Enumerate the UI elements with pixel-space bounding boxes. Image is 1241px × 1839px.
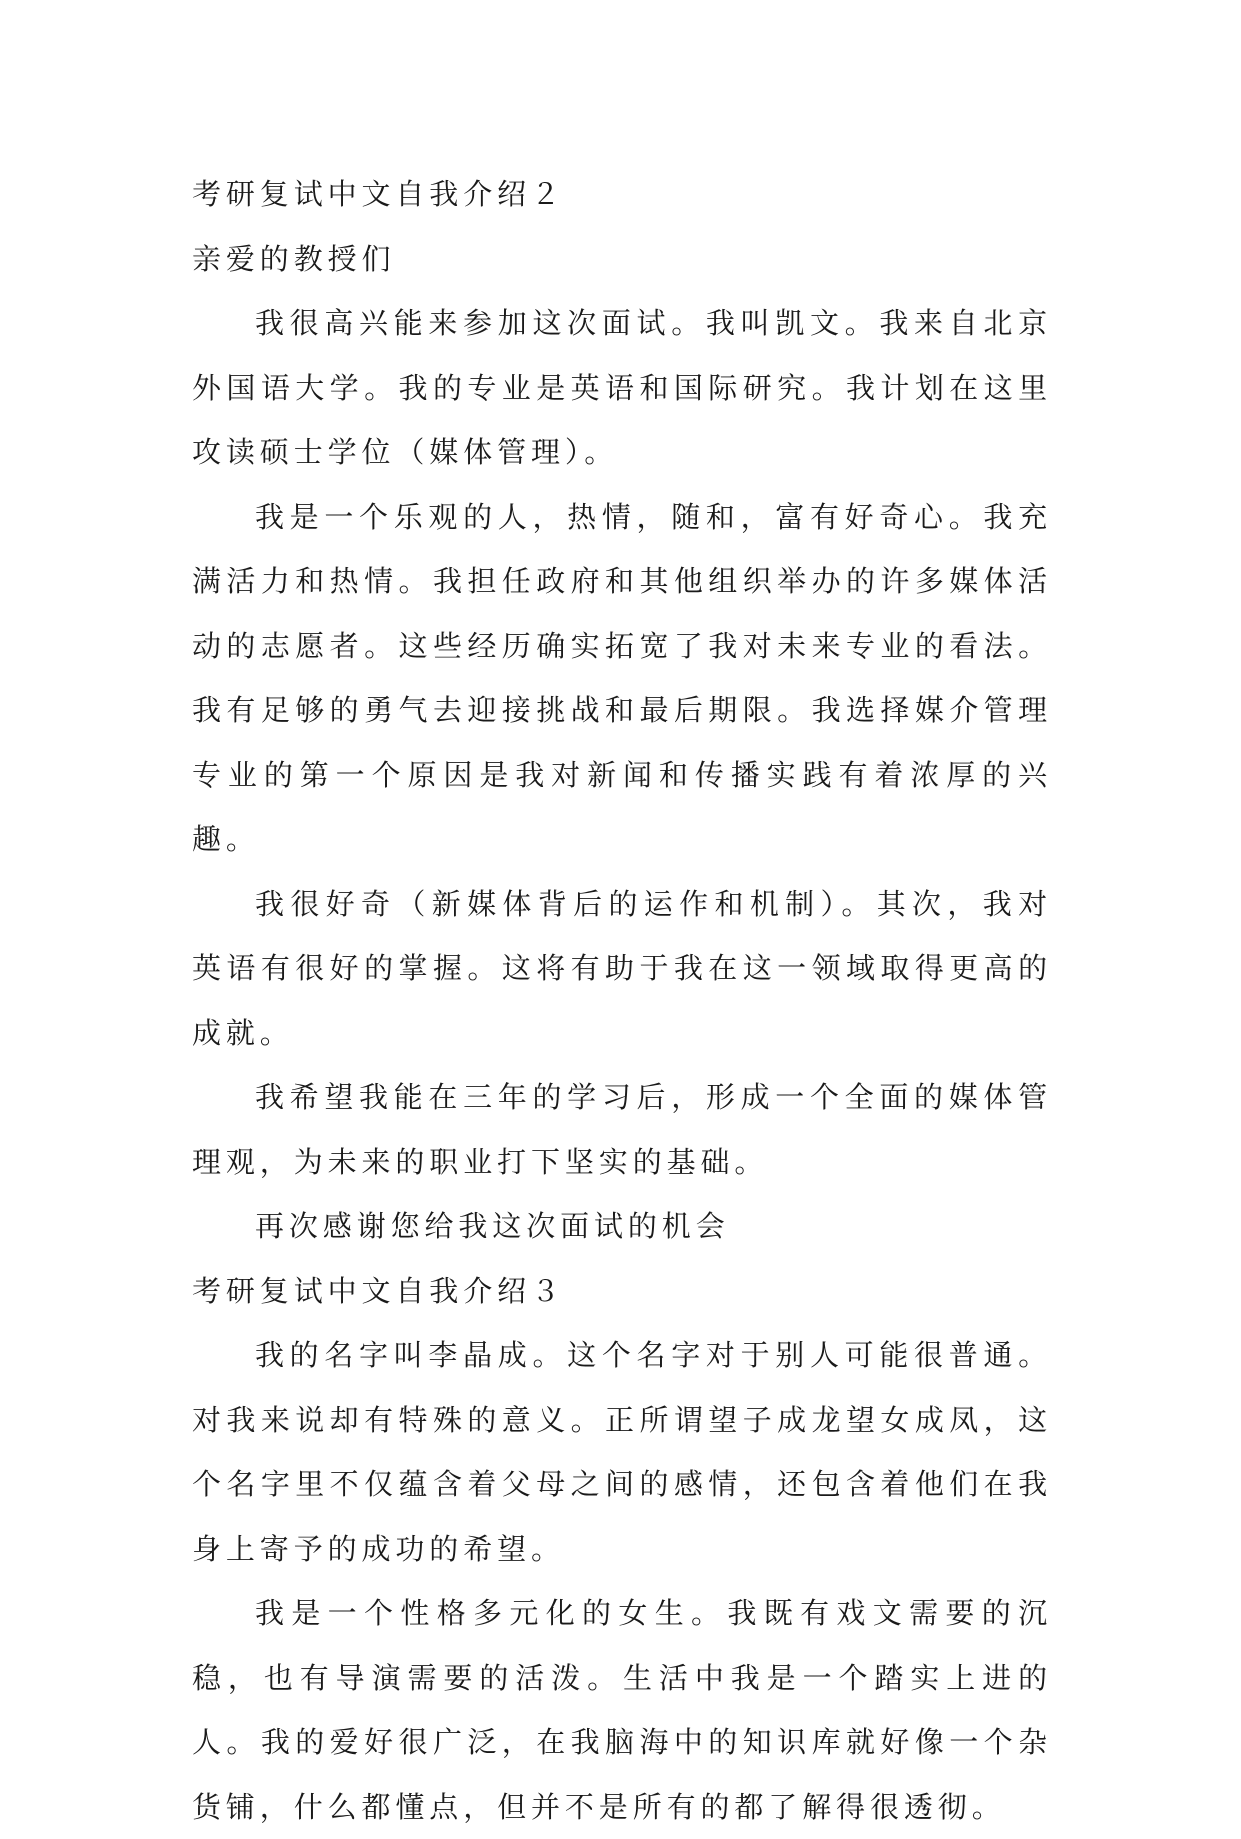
section-title-3: 考研复试中文自我介绍３	[192, 1273, 565, 1308]
section-title-2: 考研复试中文自我介绍２	[192, 177, 565, 211]
paragraph: 我的名字叫李晶成。这个名字对于别人可能很普通。对我来说却有特殊的意义。正所谓望子成龙望女成凤，这个名字里不仅蕴含着父母之间的感情，还包含着他们在我身上寄予的成功的希望。	[192, 1338, 1052, 1566]
paragraph: 我很好奇（新媒体背后的运作和机制）。其次，我对英语有很好的掌握。这将有助于我在这一领域取得更高的成就。	[192, 886, 1052, 1050]
paragraph: 我很高兴能来参加这次面试。我叫凯文。我来自北京外国语大学。我的专业是英语和国际研究。我计划在这里攻读硕士学位（媒体管理）。	[192, 306, 1052, 469]
document-body	[192, 162, 1052, 1839]
paragraph: 我希望我能在三年的学习后，形成一个全面的媒体管理观，为未来的职业打下坚实的基础。	[192, 1080, 1052, 1179]
salutation: 亲爱的教授们	[192, 241, 396, 276]
paragraph: 我是一个性格多元化的女生。我既有戏文需要的沉稳，也有导演需要的活泼。生活中我是一个踏实上进的人。我的爱好很广泛，在我脑海中的知识库就好像一个杂货铺，什么都懂点，但并不是所有的都了解得很透彻。	[192, 1596, 1052, 1824]
paragraph: 我是一个乐观的人，热情，随和，富有好奇心。我充满活力和热情。我担任政府和其他组织举办的许多媒体活动的志愿者。这些经历确实拓宽了我对未来专业的看法。我有足够的勇气去迎接挑战和最后期限。我选择媒介管理专业的第一个原因是我对新闻和传播实践有着浓厚的兴趣。	[192, 499, 1052, 856]
closing-line: 再次感谢您给我这次面试的机会	[255, 1209, 730, 1243]
